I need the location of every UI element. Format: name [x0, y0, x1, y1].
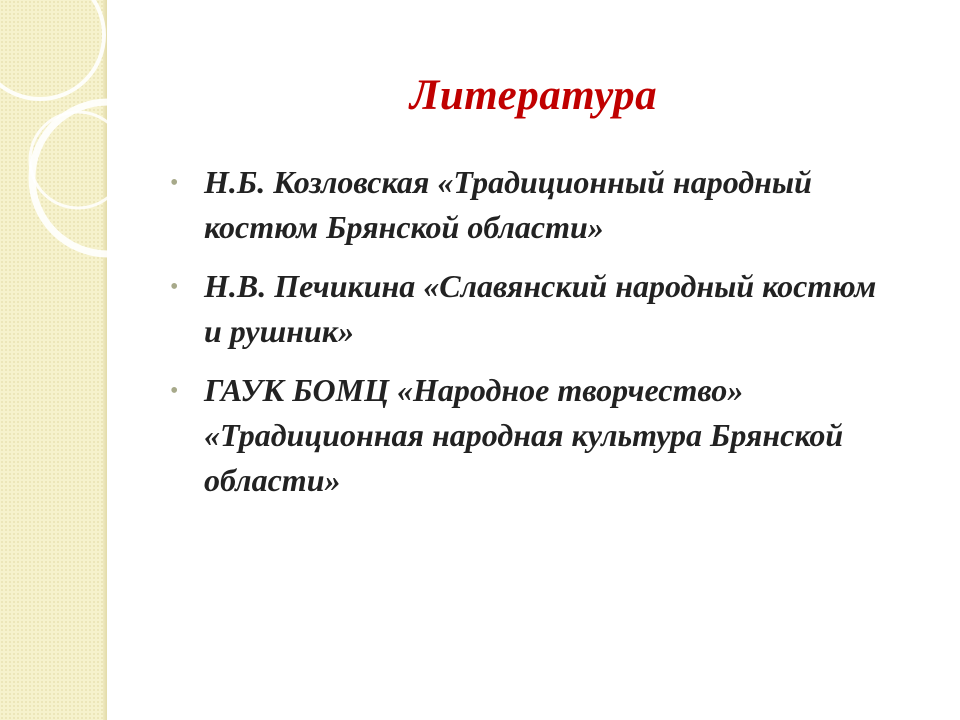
bullet-dot-icon: •	[170, 378, 179, 404]
decorative-ring-small	[30, 112, 126, 208]
list-item	[170, 160, 890, 250]
literature-list	[170, 160, 890, 517]
decorative-ring-medium	[32, 102, 184, 254]
list-item	[170, 368, 890, 503]
slide-title: Литература	[409, 72, 658, 119]
bullet-dot-icon: •	[170, 274, 179, 300]
list-item-text: Н.Б. Козловская «Традиционный народный костюм Брянской области»	[204, 164, 812, 245]
list-item-text: ГАУК БОМЦ «Народное творчество» «Традиционная народная культура Брянской области»	[204, 372, 844, 498]
list-item-text: Н.В. Печикина «Славянский народный костюм и рушник»	[204, 268, 877, 349]
bullet-dot-icon: •	[170, 170, 179, 196]
list-item	[170, 264, 890, 354]
